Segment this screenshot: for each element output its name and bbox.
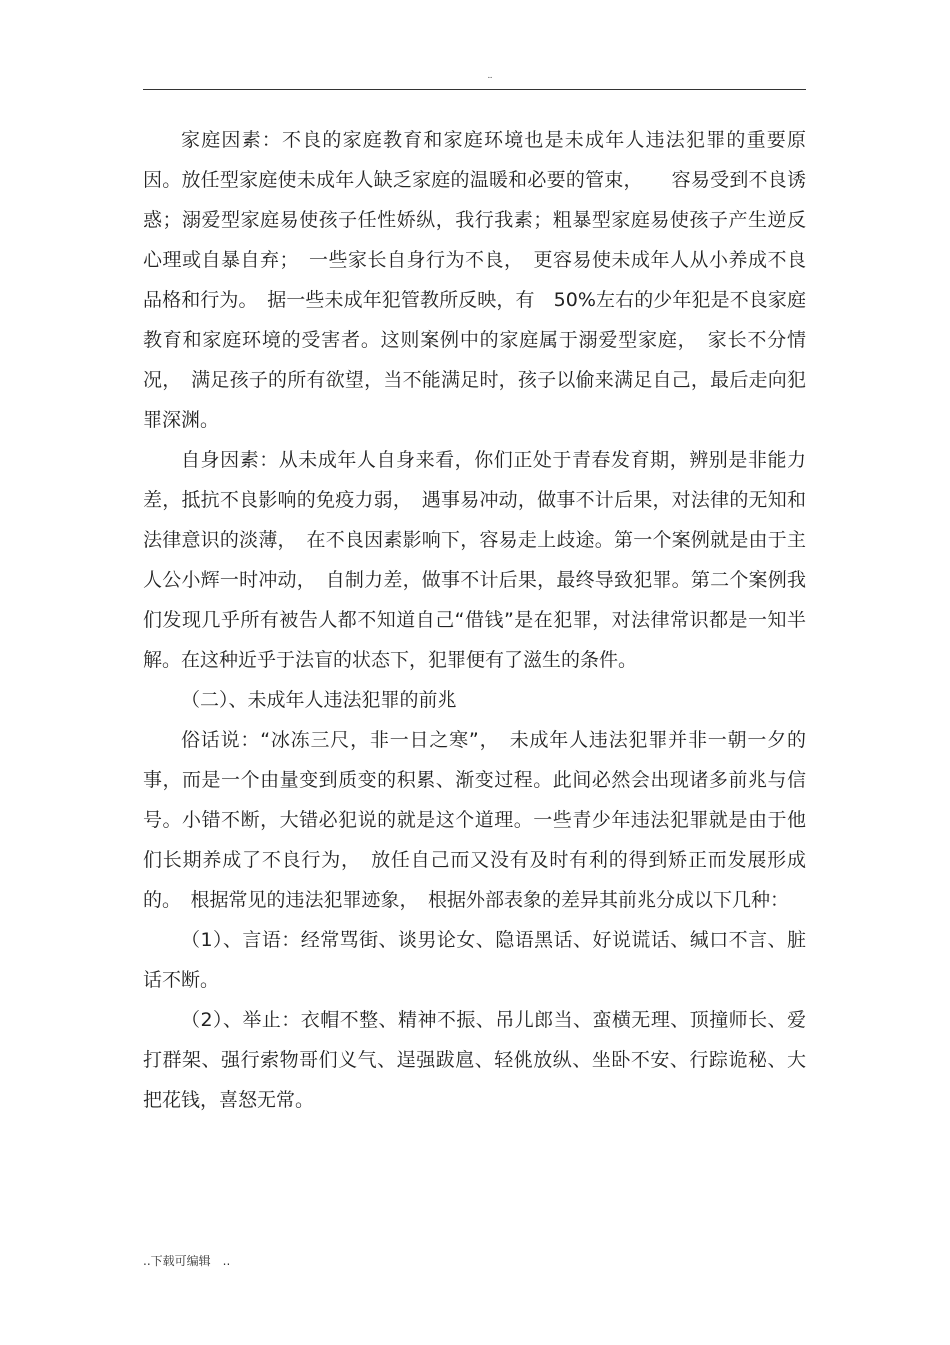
document-body [143,120,806,1120]
footer-text: ..下载可编辑 .. [143,1254,231,1268]
paragraph-behavior: （2）、举止：衣帽不整、精神不振、吊儿郎当、蛮横无理、顶撞师长、爱打群架、强行索物哥们义气、逞强跋扈、轻佻放纵、坐卧不安、行踪诡秘、大把花钱，喜怒无常。 [143,1009,806,1111]
header-rule [143,89,806,90]
paragraph-proverb: 俗话说：“冰冻三尺，非一日之寒”， 未成年人违法犯罪并非一朝一夕的事，而是一个由量变到质变的积累、渐变过程。此间必然会出现诸多前兆与信号。小错不断，大错必犯说的就是这个道理。一些青少年违法犯罪就是由于他们长期养成了不良行为， 放任自己而又没有及时有利的得到矫正而发展形成的。 根据常见的违法犯罪迹象， 根据外部表象的差异其前兆分成以下几种： [143,729,806,911]
section-heading-precursors: （二）、未成年人违法犯罪的前兆 [181,689,457,711]
paragraph-personal-factors: 自身因素：从未成年人自身来看，你们正处于青春发育期，辨别是非能力差，抵抗不良影响的免疫力弱， 遇事易冲动，做事不计后果，对法律的无知和法律意识的淡薄， 在不良因素影响下，容易走上歧途。第一个案例就是由于主人公小辉一时冲动， 自制力差，做事不计后果，最终导致犯罪。第二个案例我们发现几乎所有被告人都不知道自己“借钱”是在犯罪，对法律常识都是一知半解。在这种近乎于法盲的状态下，犯罪便有了滋生的条件。 [143,449,806,671]
header-mark: .. [487,70,493,80]
paragraph-speech: （1）、言语：经常骂街、谈男论女、隐语黑话、好说谎话、缄口不言、脏话不断。 [143,929,806,991]
paragraph-family-factors: 家庭因素：不良的家庭教育和家庭环境也是未成年人违法犯罪的重要原因。放任型家庭使未成年人缺乏家庭的温暖和必要的管束， 容易受到不良诱惑；溺爱型家庭易使孩子任性娇纵，我行我素；粗暴型家庭易使孩子产生逆反心理或自暴自弃； 一些家长自身行为不良， 更容易使未成年人从小养成不良品格和行为。 据一些未成年犯管教所反映，有 50%左右的少年犯是不良家庭教育和家庭环境的受害者。这则案例中的家庭属于溺爱型家庭， 家长不分情况， 满足孩子的所有欲望，当不能满足时，孩子以偷来满足自己，最后走向犯罪深渊。 [143,129,806,431]
